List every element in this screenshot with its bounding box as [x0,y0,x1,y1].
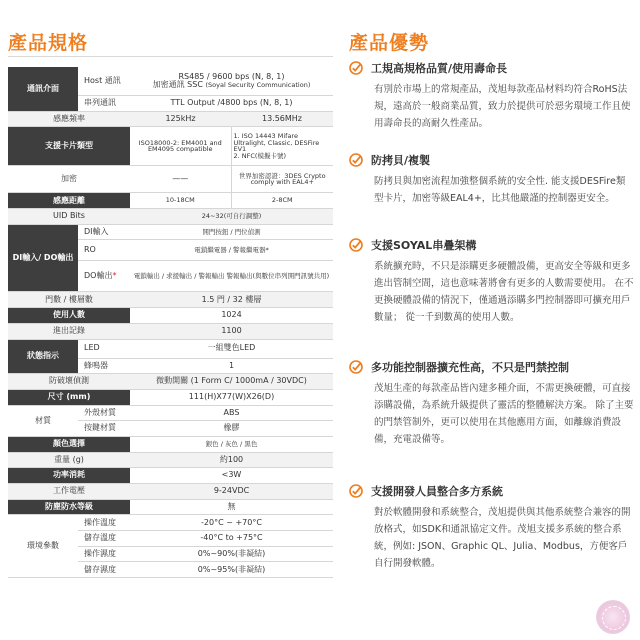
freq-125k: 125kHz [130,111,231,127]
advantage-heading: 支援SOYAL串疊架構 [371,239,477,252]
ro-value: 電鎖繼電器 / 警報繼電器* [130,240,333,261]
voltage-label: 工作電壓 [8,484,130,500]
users-label: 使用人數 [8,308,130,324]
weight-value: 約100 [130,452,333,468]
storage-humidity-value: 0%~95%(非凝結) [130,562,333,578]
button-material-label: 按鍵材質 [78,421,130,437]
advantage-heading: 工規高規格品質/使用壽命長 [371,62,508,75]
doors-floors-value: 1.5 門 / 32 樓層 [130,292,333,308]
tamper-value: 微動開關 (1 Form C/ 1000mA / 30VDC) [130,374,333,390]
advantage-heading: 防拷貝/複製 [371,154,431,167]
buzzer-label: 蜂鳴器 [78,358,130,374]
advantage-text: 對於軟體開發和系統整合，茂旭提供與其他系統整合兼容的開放格式，如SDK和通訊協定文件。茂旭支援多系統的整合系統，例如: JSON、Graphic QL、Julia、Modbus，方便客戶自行開發軟體。 [374,507,631,569]
environment-label: 環境參數 [8,515,78,578]
color-options-label: 顏色選擇 [8,436,130,452]
freq-1356m: 13.56MHz [231,111,333,127]
advantage-heading: 支援開發人員整合多方系統 [371,485,503,498]
status-indicator-label: 狀態指示 [8,339,78,374]
button-material-value: 橡膠 [130,421,333,437]
comm-interface-label: 通訊介面 [8,67,78,111]
weight-label: 重量 (g) [8,452,130,468]
check-circle-icon [349,484,363,498]
uid-bits-label: UID Bits [8,209,130,225]
users-value: 1024 [130,308,333,324]
led-value: 一組雙色LED [130,339,333,358]
led-label: LED [78,339,130,358]
advantages-title: 產品優勢 [349,32,430,54]
ip-rating-value: 無 [130,499,333,515]
color-options-value: 銀色 / 灰色 / 黑色 [130,436,333,452]
host-comm-label: Host 通訊 [78,67,130,96]
advantage-text: 系統擴充時，不只是添購更多硬體設備，更高安全等級和更多進出管制空間，這也意味著將會有更多的人數需要使用。 在不更換硬體設備的情況下，僅通過添購多門控制器即可擴充用戶數量； 從一千到數萬的使用人數。 [374,261,634,323]
op-temp-label: 操作溫度 [78,515,130,531]
freq-label: 感應頻率 [8,111,130,127]
advantage-item [349,60,634,132]
card-type-1356m: 1. ISO 14443 Mifare Ultralight, Classic, DESFire EV1 2. NFC(模擬卡號) [231,127,333,166]
storage-humidity-label: 儲存濕度 [78,562,130,578]
card-type-label: 支援卡片類型 [8,127,130,166]
power-value: <3W [130,468,333,484]
spec-title-divider [8,56,333,57]
advantage-text: 茂旭生產的每款產品皆內建多種介面，不需更換硬體，可直接添購設備，為系統升級提供了靈活的整體解決方案。 除了主要的門禁管制外，更可以使用在其他應用方面，如離線消費設備，充電設備等。 [374,383,634,445]
power-label: 功率消耗 [8,468,130,484]
records-value: 1100 [130,323,333,339]
op-humidity-label: 操作濕度 [78,546,130,562]
card-type-125k: ISO18000-2: EM4001 and EM4095 compatible [130,127,231,166]
check-circle-icon [349,61,363,75]
spec-table [8,67,333,578]
advantage-item [349,483,634,572]
uid-bits-value: 24~32(可自行調整) [130,209,333,225]
tamper-label: 防破壞偵測 [8,374,130,390]
encryption-1356m: 世界加密認證：3DES Crypto comply with EAL4+ [231,166,333,193]
encryption-label: 加密 [8,166,130,193]
advantage-text: 防拷貝與加密流程加強整個系統的安全性. 能支援DESFire類型卡片，加密等級EAL4+，比其他嚴謹的控制器更安全。 [374,176,626,204]
size-label: 尺寸 (mm) [8,389,130,405]
advantage-item [349,152,634,207]
advantage-text: 有別於市場上的常規產品，茂旭每款產品材料均符合RoHS法規，遠高於一般商業品質，致力於提供可於惡劣環境工作且使用壽命長的高耐久性產品。 [374,84,631,129]
check-circle-icon [349,153,363,167]
do-value: 電鎖輸出 / 求援輸出 / 警報輸出 警報輸出(與數位串列開門訊號共用) [130,261,333,292]
size-value: 111(H)X77(W)X26(D) [130,389,333,405]
dio-label: DI輸入/ DO輸出 [8,224,78,292]
host-comm-value: RS485 / 9600 bps (N, 8, 1) 加密通訊 SSC (Soyal Security Communication) [130,67,333,96]
ro-label: RO [78,240,130,261]
spec-title: 產品規格 [8,32,89,54]
buzzer-value: 1 [130,358,333,374]
read-range-label: 感應距離 [8,193,130,209]
storage-temp-value: -40°C to +75°C [130,531,333,547]
voltage-value: 9-24VDC [130,484,333,500]
advantage-item [349,359,634,448]
serial-comm-label: 串列通訊 [78,96,130,112]
encryption-125k: —— [130,166,231,193]
doors-floors-label: 門數 / 樓層數 [8,292,130,308]
advantage-heading: 多功能控制器擴充性高，不只是門禁控制 [371,361,569,374]
read-range-125k: 10-18CM [130,193,231,209]
advantage-item [349,237,634,326]
shell-material-label: 外殼材質 [78,405,130,421]
watermark-stamp [596,600,630,634]
material-label: 材質 [8,405,78,436]
storage-temp-label: 儲存溫度 [78,531,130,547]
op-humidity-value: 0%~90%(非凝結) [130,546,333,562]
check-circle-icon [349,360,363,374]
do-label: DO輸出* [78,261,130,292]
shell-material-value: ABS [130,405,333,421]
check-circle-icon [349,238,363,252]
serial-comm-value: TTL Output /4800 bps (N, 8, 1) [130,96,333,112]
di-value: 開門按鈕 / 門位偵測 [130,224,333,240]
read-range-1356m: 2-8CM [231,193,333,209]
records-label: 進出記錄 [8,323,130,339]
ip-rating-label: 防塵防水等級 [8,499,130,515]
op-temp-value: -20°C ~ +70°C [130,515,333,531]
di-label: DI輸入 [78,224,130,240]
